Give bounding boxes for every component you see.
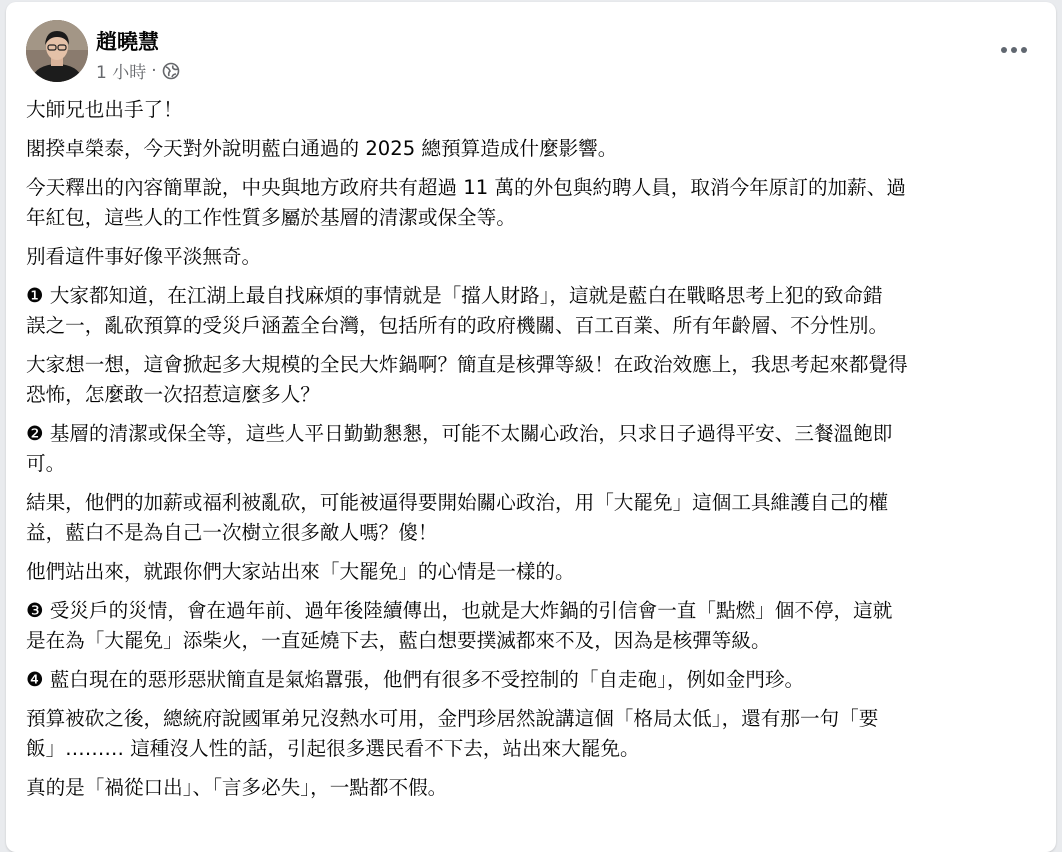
post-paragraph: ❸ 受災戶的災情，會在過年前、過年後陸續傳出，也就是大炸鍋的引信會一直「點燃」個不停，這就 是在為「大罷免」添柴火，一直延燒下去，藍白想要撲滅都來不及，因為是核彈等級。 bbox=[26, 599, 893, 652]
dot bbox=[1011, 47, 1017, 53]
post-card bbox=[6, 2, 1056, 852]
post-paragraph: ❷ 基層的清潔或保全等，這些人平日勤勤懇懇，可能不太關心政治，只求日子過得平安、三餐溫飽即 可。 bbox=[26, 422, 893, 475]
globe-icon[interactable] bbox=[162, 62, 180, 80]
post-paragraph: 閣揆卓榮泰，今天對外說明藍白通過的 2025 總預算造成什麼影響。 bbox=[26, 137, 618, 160]
post-body bbox=[26, 95, 1042, 812]
post-paragraph: 結果，他們的加薪或福利被亂砍，可能被逼得要開始關心政治，用「大罷免」這個工具維護自己的權 益，藍白不是為自己一次樹立很多敵人嗎？傻！ bbox=[26, 491, 889, 544]
post-meta bbox=[96, 58, 180, 83]
post-paragraph: 真的是「禍從口出」、「言多必失」，一點都不假。 bbox=[26, 776, 448, 799]
post-paragraph: 預算被砍之後，總統府說國軍弟兄沒熱水可用，金門珍居然說講這個「格局太低」，還有那一句「要 飯」……… 這種沒人性的話，引起很多選民看不下去，站出來大罷免。 bbox=[26, 707, 879, 760]
dot bbox=[1001, 47, 1007, 53]
post-paragraph: ❶ 大家都知道，在江湖上最自找麻煩的事情就是「擋人財路」，這就是藍白在戰略思考上犯的致命錯 誤之一，亂砍預算的受災戶涵蓋全台灣，包括所有的政府機關、百工百業、所有年齡層、不分性別。 bbox=[26, 284, 889, 337]
avatar-image bbox=[26, 20, 88, 82]
post-paragraph: 今天釋出的內容簡單說，中央與地方政府共有超過 11 萬的外包與約聘人員，取消今年原訂的加薪、過 年紅包，這些人的工作性質多屬於基層的清潔或保全等。 bbox=[26, 176, 906, 229]
post-time[interactable]: 1 小時 bbox=[96, 63, 147, 83]
post-paragraph: 大師兄也出手了！ bbox=[26, 98, 183, 121]
more-options-icon[interactable] bbox=[996, 36, 1032, 64]
post-paragraph: ❹ 藍白現在的惡形惡狀簡直是氣焰囂張，他們有很多不受控制的「自走砲」，例如金門珍。 bbox=[26, 668, 805, 691]
post-paragraph: 大家想一想，這會掀起多大規模的全民大炸鍋啊？簡直是核彈等級！在政治效應上，我思考起來都覺得 恐怖，怎麼敢一次招惹這麼多人？ bbox=[26, 353, 908, 406]
dot bbox=[1021, 47, 1027, 53]
avatar[interactable] bbox=[26, 20, 88, 82]
post-paragraph: 別看這件事好像平淡無奇。 bbox=[26, 245, 262, 268]
post-paragraph: 他們站出來，就跟你們大家站出來「大罷免」的心情是一樣的。 bbox=[26, 560, 575, 583]
meta-separator: · bbox=[151, 60, 157, 81]
author-name[interactable]: 趙曉慧 bbox=[96, 30, 159, 54]
